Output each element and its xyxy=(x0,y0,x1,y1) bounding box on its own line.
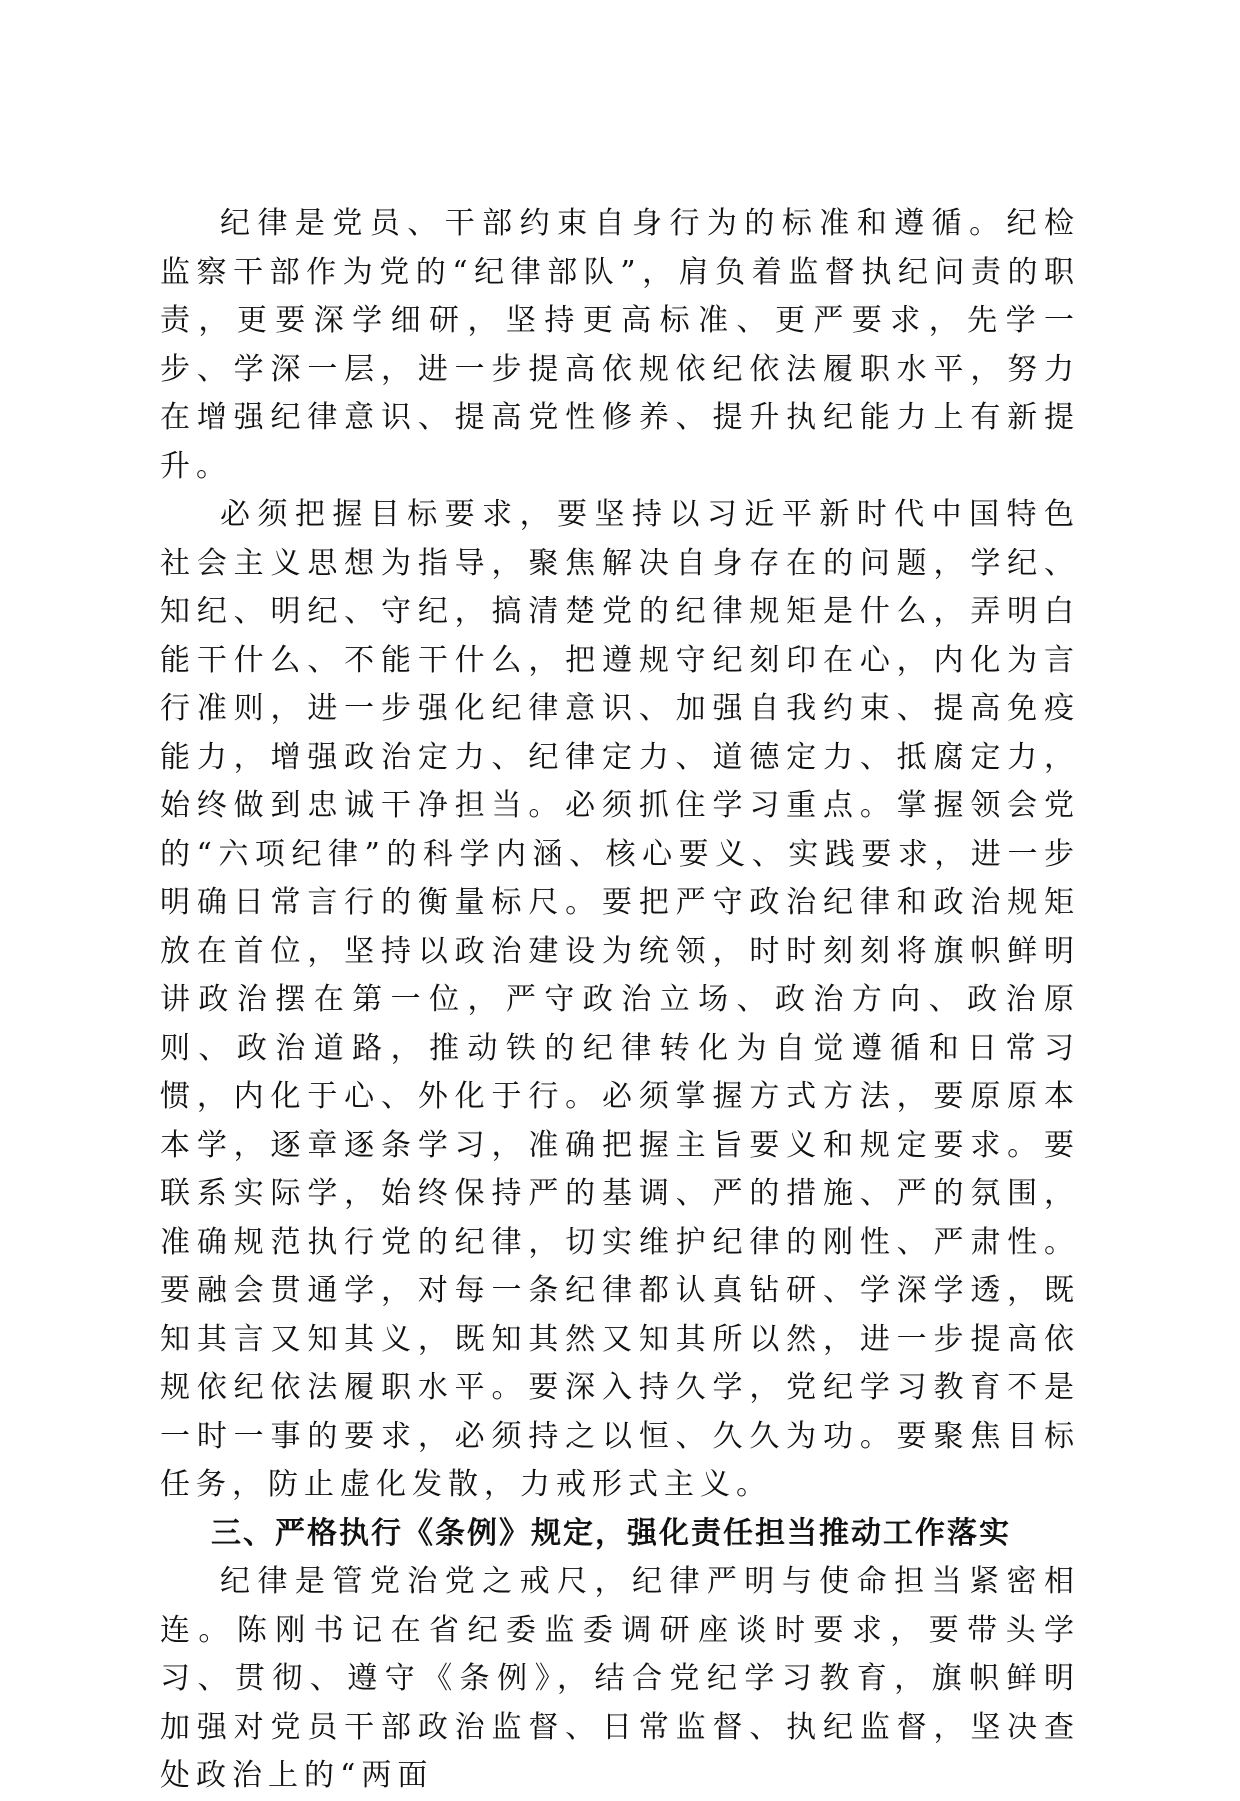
section-heading: 三、严格执行《条例》规定，强化责任担当推动工作落实 xyxy=(211,1515,1011,1551)
paragraph-study-requirements: 必须把握目标要求，要坚持以习近平新时代中国特色社会主义思想为指导，聚焦解决自身存在的问题，学纪、知纪、明纪、守纪，搞清楚党的纪律规矩是什么，弄明白能干什么、不能干什么，把遵规守纪刻印在心，内化为言行准则，进一步强化纪律意识、加强自我约束、提高免疫能力，增强政治定力、纪律定力、道德定力、抵腐定力，始终做到忠诚干净担当。必须抓住学习重点。掌握领会党的“六项纪律”的科学内涵、核心要义、实践要求，进一步明确日常言行的衡量标尺。要把严守政治纪律和政治规矩放在首位，坚持以政治建设为统领，时时刻刻将旗帜鲜明讲政治摆在第一位，严守政治立场、政治方向、政治原则、政治道路，推动铁的纪律转化为自觉遵循和日常习惯，内化于心、外化于行。必须掌握方式方法，要原原本本学，逐章逐条学习，准确把握主旨要义和规定要求。要联系实际学，始终保持严的基调、严的措施、严的氛围，准确规范执行党的纪律，切实维护纪律的刚性、严肃性。要融会贯通学，对每一条纪律都认真钻研、学深学透，既知其言又知其义，既知其然又知其所以然，进一步提高依规依纪依法履职水平。要深入持久学，党纪学习教育不是一时一事的要求，必须持之以恒、久久为功。要聚焦目标任务，防止虚化发散，力戒形式主义。 xyxy=(160,497,1080,1502)
document-page xyxy=(160,200,1080,1801)
paragraph-discipline-standard: 纪律是党员、干部约束自身行为的标准和遵循。纪检监察干部作为党的“纪律部队”，肩负着监督执纪问责的职责，更要深学细研，坚持更高标准、更严要求，先学一步、学深一层，进一步提高依规依纪依法履职水平，努力在增强纪律意识、提高党性修养、提升执纪能力上有新提升。 xyxy=(160,206,1080,484)
paragraph-section-body: 纪律是管党治党之戒尺，纪律严明与使命担当紧密相连。陈刚书记在省纪委监委调研座谈时要求，要带头学习、贯彻、遵守《条例》，结合党纪学习教育，旗帜鲜明加强对党员干部政治监督、日常监督、执纪监督，坚决查处政治上的“两面 xyxy=(160,1564,1080,1793)
